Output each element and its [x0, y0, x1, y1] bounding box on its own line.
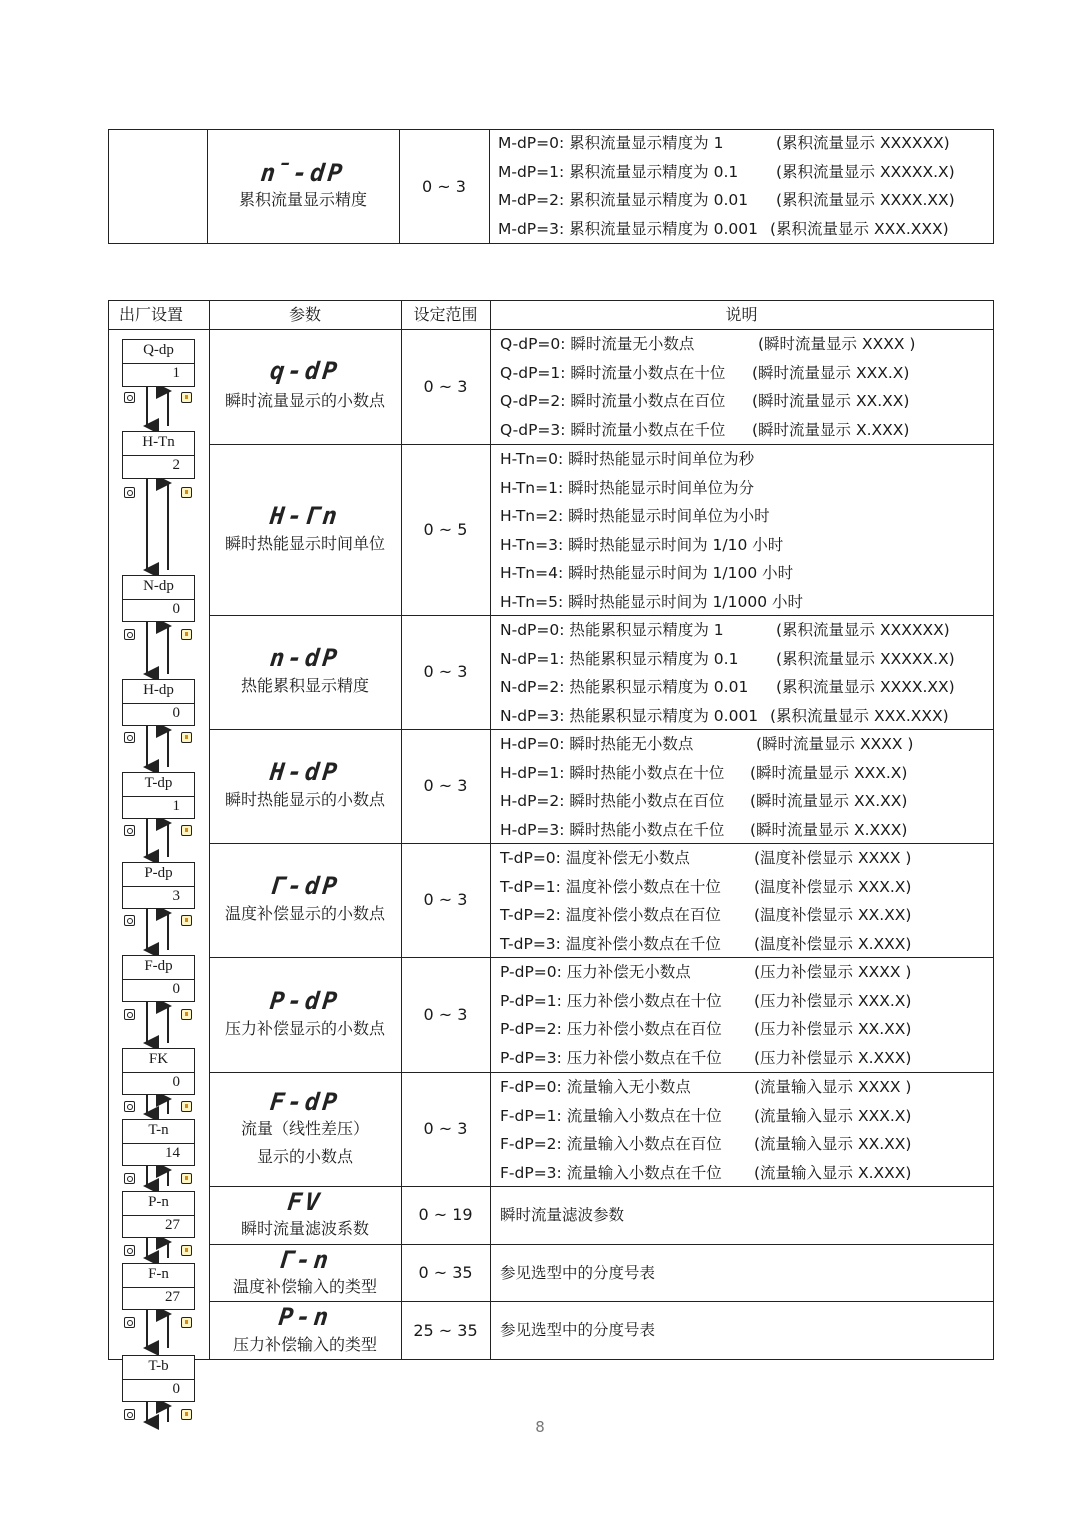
desc-line: H-dP=1: 瞬时热能小数点在十位 (瞬时流量显示 XXX.X)	[500, 763, 908, 782]
shift-key-icon	[181, 1173, 192, 1184]
desc-line: N-dP=2: 热能累积显示精度为 0.01 (累积流量显示 XXXX.XX)	[500, 678, 955, 696]
desc-line: N-dP=0: 热能累积显示精度为 1 (累积流量显示 XXXXXX)	[500, 621, 950, 639]
param-code: H-Γn	[268, 502, 342, 530]
shift-key-icon	[181, 487, 192, 498]
param-code: Γ-n	[277, 1246, 333, 1274]
param-name: 瞬时流量显示的小数点	[224, 391, 385, 410]
desc-line: F-dP=1: 流量输入小数点在十位 (流量输入显示 XXX.X)	[500, 1106, 912, 1125]
set-key-icon	[124, 1173, 135, 1184]
set-key-icon	[124, 392, 135, 403]
set-key-icon	[124, 915, 135, 926]
top-param-code: n̄-dP	[259, 159, 347, 187]
shift-key-icon	[181, 1245, 192, 1256]
param-name: 瞬时热能显示的小数点	[224, 790, 385, 809]
desc-line: T-dP=2: 温度补偿小数点在百位 (温度补偿显示 XX.XX)	[500, 906, 912, 924]
desc-line: F-dP=2: 流量输入小数点在百位 (流量输入显示 XX.XX)	[500, 1135, 912, 1153]
param-code: q-dP	[268, 357, 342, 385]
desc-line: P-dP=2: 压力补偿小数点在百位 (压力补偿显示 XX.XX)	[500, 1020, 912, 1038]
top-param-name: 累积流量显示精度	[238, 190, 367, 209]
desc-line: H-Tn=2: 瞬时热能显示时间单位为小时	[500, 507, 770, 525]
param-code: H-dP	[268, 758, 342, 786]
top-desc-line: M-dP=1: 累积流量显示精度为 0.1 (累积流量显示 XXXXX.X)	[498, 162, 955, 181]
desc-line: N-dP=1: 热能累积显示精度为 0.1 (累积流量显示 XXXXX.X)	[500, 649, 955, 668]
header-parameter: 参数	[288, 305, 321, 324]
shift-key-icon	[181, 629, 192, 640]
desc-line: F-dP=0: 流量输入无小数点 (流量输入显示 XXXX )	[500, 1078, 912, 1096]
set-key-icon	[124, 487, 135, 498]
desc-line: 瞬时流量滤波参数	[500, 1206, 625, 1224]
param-name: 压力补偿输入的类型	[232, 1335, 377, 1354]
header-range: 设定范围	[413, 305, 478, 324]
setting-box: H-Tn 2	[122, 431, 195, 479]
param-code: Γ-dP	[268, 872, 342, 900]
param-name: 温度补偿显示的小数点	[224, 904, 385, 923]
param-name: 流量（线性差压）	[240, 1119, 369, 1138]
param-range: 0 ~ 3	[423, 377, 468, 396]
param-code: P-dP	[268, 987, 342, 1015]
desc-line: P-dP=0: 压力补偿无小数点 (压力补偿显示 XXXX )	[500, 963, 912, 981]
desc-line: H-dP=2: 瞬时热能小数点在百位 (瞬时流量显示 XX.XX)	[500, 792, 908, 810]
setting-box: P-dp 3	[122, 862, 195, 909]
shift-key-icon	[181, 1101, 192, 1112]
set-key-icon	[124, 1245, 135, 1256]
set-key-icon	[124, 732, 135, 743]
setting-box: F-dp 0	[122, 955, 195, 1002]
setting-box: P-n 27	[122, 1191, 195, 1238]
desc-line: H-Tn=4: 瞬时热能显示时间为 1/100 小时	[500, 564, 794, 582]
shift-key-icon	[181, 915, 192, 926]
param-range: 0 ~ 3	[423, 662, 468, 681]
set-key-icon	[124, 629, 135, 640]
set-key-icon	[124, 1317, 135, 1328]
desc-line: H-Tn=5: 瞬时热能显示时间为 1/1000 小时	[500, 592, 804, 611]
param-range: 0 ~ 5	[423, 520, 468, 539]
setting-box: T-n 14	[122, 1119, 195, 1166]
param-range: 25 ~ 35	[413, 1321, 478, 1340]
desc-line: T-dP=1: 温度补偿小数点在十位 (温度补偿显示 XXX.X)	[500, 877, 912, 896]
setting-box: T-b 0	[122, 1355, 195, 1402]
desc-line: P-dP=1: 压力补偿小数点在十位 (压力补偿显示 XXX.X)	[500, 991, 912, 1010]
param-name: 瞬时热能显示时间单位	[224, 534, 385, 553]
desc-line: H-Tn=3: 瞬时热能显示时间为 1/10 小时	[500, 535, 784, 554]
param-name-line2: 显示的小数点	[256, 1147, 353, 1166]
header-factory-setting: 出厂设置	[118, 305, 183, 324]
set-key-icon	[124, 1009, 135, 1020]
desc-line: H-dP=0: 瞬时热能无小数点 (瞬时流量显示 XXXX )	[500, 735, 914, 753]
desc-line: 参见选型中的分度号表	[500, 1264, 656, 1282]
header-description: 说明	[725, 305, 758, 324]
desc-line: N-dP=3: 热能累积显示精度为 0.001 (累积流量显示 XXX.XXX)	[500, 706, 949, 725]
shift-key-icon	[181, 825, 192, 836]
top-desc-line: M-dP=2: 累积流量显示精度为 0.01 (累积流量显示 XXXX.XX)	[498, 191, 955, 209]
param-range: 0 ~ 3	[423, 890, 468, 909]
param-name: 热能累积显示精度	[240, 676, 369, 695]
param-range: 0 ~ 3	[423, 1005, 468, 1024]
param-range: 0 ~ 3	[423, 1119, 468, 1138]
setting-box: T-dp 1	[122, 772, 195, 819]
top-param-range: 0 ~ 3	[422, 177, 466, 196]
desc-line: H-Tn=1: 瞬时热能显示时间单位为分	[500, 478, 755, 497]
page-number: 8	[535, 1418, 545, 1436]
desc-line: T-dP=3: 温度补偿小数点在千位 (温度补偿显示 X.XXX)	[500, 934, 912, 953]
desc-line: Q-dP=0: 瞬时流量无小数点 (瞬时流量显示 XXXX )	[500, 335, 916, 353]
param-code: P-n	[277, 1303, 333, 1331]
desc-line: P-dP=3: 压力补偿小数点在千位 (压力补偿显示 X.XXX)	[500, 1048, 912, 1067]
desc-line: Q-dP=3: 瞬时流量小数点在千位 (瞬时流量显示 X.XXX)	[500, 420, 910, 439]
param-name: 瞬时流量滤波系数	[240, 1219, 369, 1238]
set-key-icon	[124, 1101, 135, 1112]
setting-box: N-dp 0	[122, 575, 195, 622]
shift-key-icon	[181, 392, 192, 403]
param-range: 0 ~ 35	[418, 1263, 473, 1282]
setting-box: F-n 27	[122, 1263, 195, 1310]
desc-line: F-dP=3: 流量输入小数点在千位 (流量输入显示 X.XXX)	[500, 1163, 912, 1182]
desc-line: Q-dP=1: 瞬时流量小数点在十位 (瞬时流量显示 XXX.X)	[500, 363, 910, 382]
top-desc-line: M-dP=0: 累积流量显示精度为 1 (累积流量显示 XXXXXX)	[498, 134, 950, 152]
param-name: 温度补偿输入的类型	[232, 1277, 377, 1296]
param-name: 压力补偿显示的小数点	[224, 1019, 385, 1038]
shift-key-icon	[181, 1009, 192, 1020]
param-code: FV	[286, 1188, 324, 1216]
setting-box: FK 0	[122, 1048, 195, 1095]
param-code: n-dP	[268, 644, 342, 672]
desc-line: H-dP=3: 瞬时热能小数点在千位 (瞬时流量显示 X.XXX)	[500, 820, 908, 839]
setting-box: Q-dp 1	[122, 339, 195, 387]
param-range: 0 ~ 19	[418, 1205, 473, 1224]
top-desc-line: M-dP=3: 累积流量显示精度为 0.001 (累积流量显示 XXX.XXX)	[498, 219, 949, 238]
desc-line: T-dP=0: 温度补偿无小数点 (温度补偿显示 XXXX )	[500, 849, 912, 867]
desc-line: H-Tn=0: 瞬时热能显示时间单位为秒	[500, 450, 755, 468]
setting-box: H-dp 0	[122, 679, 195, 726]
shift-key-icon	[181, 732, 192, 743]
param-range: 0 ~ 3	[423, 776, 468, 795]
shift-key-icon	[181, 1317, 192, 1328]
set-key-icon	[124, 825, 135, 836]
desc-line: Q-dP=2: 瞬时流量小数点在百位 (瞬时流量显示 XX.XX)	[500, 392, 910, 410]
param-code: F-dP	[268, 1088, 342, 1116]
desc-line: 参见选型中的分度号表	[500, 1321, 656, 1339]
